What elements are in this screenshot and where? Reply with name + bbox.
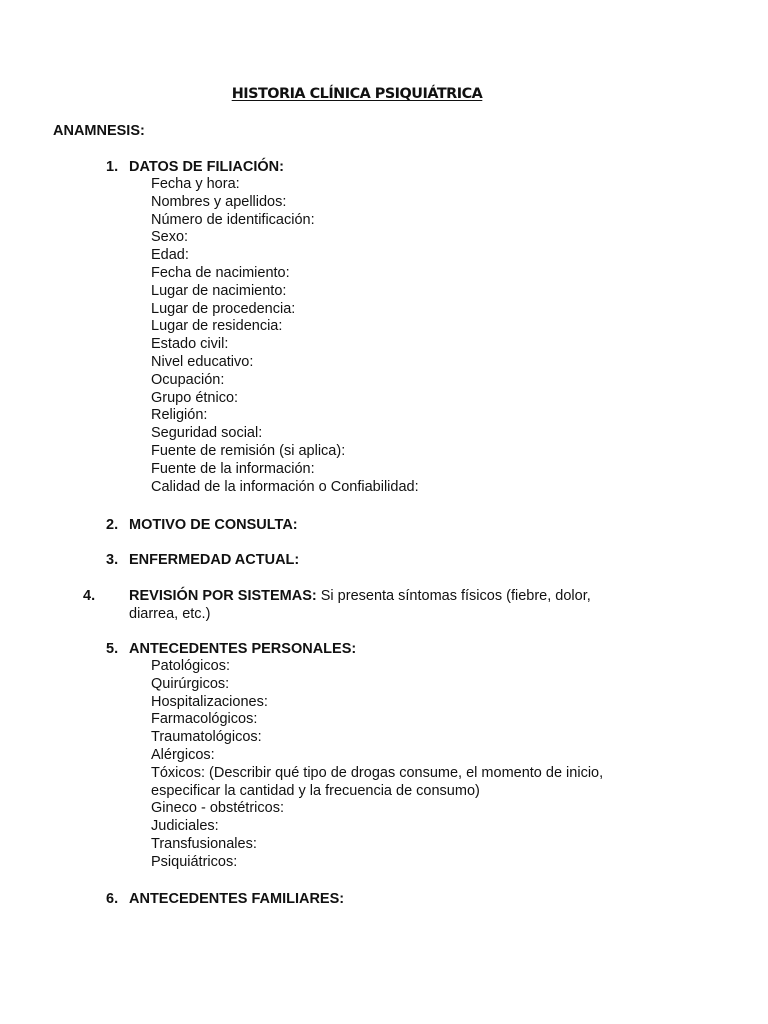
field-list: [106, 176, 646, 496]
field-label: Edad:: [151, 247, 189, 264]
item-number: 6.: [106, 891, 119, 907]
item-number: 2.: [106, 517, 119, 533]
item-title: REVISIÓN POR SISTEMAS:: [129, 588, 317, 604]
field-label: Lugar de residencia:: [151, 318, 283, 335]
field-label: Traumatológicos:: [151, 729, 262, 746]
field-label: Tóxicos: (Describir qué tipo de drogas consume, el momento de inicio, especificar la cantidad y la frecuencia de consumo): [151, 764, 604, 799]
field-label: Hospitalizaciones:: [151, 693, 268, 710]
item-title: ENFERMEDAD ACTUAL:: [129, 552, 300, 568]
field-label: Estado civil:: [151, 336, 229, 353]
field-label: Calidad de la información o Confiabilidad:: [151, 478, 419, 495]
item-datos-de-filiacion: [106, 158, 646, 496]
field-label: Gineco - obstétricos:: [151, 800, 284, 817]
item-antecedentes-personales: [106, 640, 646, 872]
field-label: Nivel educativo:: [151, 353, 254, 370]
field-label: Psiquiátricos:: [151, 853, 238, 870]
item-title: ANTECEDENTES PERSONALES:: [129, 641, 357, 657]
field-list: [106, 658, 646, 872]
field-label: Religión:: [151, 407, 208, 424]
field-label: Grupo étnico:: [151, 389, 239, 406]
item-heading: [106, 640, 646, 658]
field-label: Sexo:: [151, 229, 189, 246]
item-revision-por-sistemas: [83, 587, 626, 623]
field-label: Nombres y apellidos:: [151, 193, 287, 210]
field-label: Quirúrgicos:: [151, 675, 230, 692]
item-heading: [83, 587, 626, 623]
item-number: 5.: [106, 641, 119, 657]
item-title: MOTIVO DE CONSULTA:: [129, 517, 298, 533]
field-label: Transfusionales:: [151, 835, 257, 852]
field-label: Lugar de procedencia:: [151, 300, 296, 317]
item-description: Si presenta síntomas físicos (fiebre, dolor, diarrea, etc.): [129, 588, 591, 622]
field-label: Fecha y hora:: [151, 176, 240, 192]
item-antecedentes-familiares: [106, 890, 646, 908]
item-title: DATOS DE FILIACIÓN:: [129, 159, 284, 175]
field-label: Seguridad social:: [151, 425, 263, 442]
field-label: Patológicos:: [151, 658, 230, 674]
field-label: Lugar de nacimiento:: [151, 282, 287, 299]
field-label: Fecha de nacimiento:: [151, 264, 290, 281]
item-heading: [106, 158, 646, 176]
document-title: HISTORIA CLÍNICA PSIQUIÁTRICA: [231, 86, 483, 102]
item-number: 4.: [83, 588, 96, 604]
section-label-anamnesis: ANAMNESIS:: [53, 123, 145, 139]
item-enfermedad-actual: [106, 551, 646, 569]
field-label: Alérgicos:: [151, 746, 215, 763]
item-heading: [106, 516, 646, 534]
field-label: Fuente de remisión (si aplica):: [151, 442, 346, 459]
item-number: 1.: [106, 159, 119, 175]
item-heading: [106, 551, 646, 569]
item-number: 3.: [106, 552, 119, 568]
field-label: Fuente de la información:: [151, 460, 315, 477]
field-label: Judiciales:: [151, 818, 219, 835]
item-motivo-de-consulta: [106, 516, 646, 534]
field-label: Ocupación:: [151, 371, 225, 388]
field-label: Número de identificación:: [151, 211, 315, 228]
item-heading: [106, 890, 646, 908]
field-label: Farmacológicos:: [151, 711, 258, 728]
item-title: ANTECEDENTES FAMILIARES:: [129, 891, 345, 907]
